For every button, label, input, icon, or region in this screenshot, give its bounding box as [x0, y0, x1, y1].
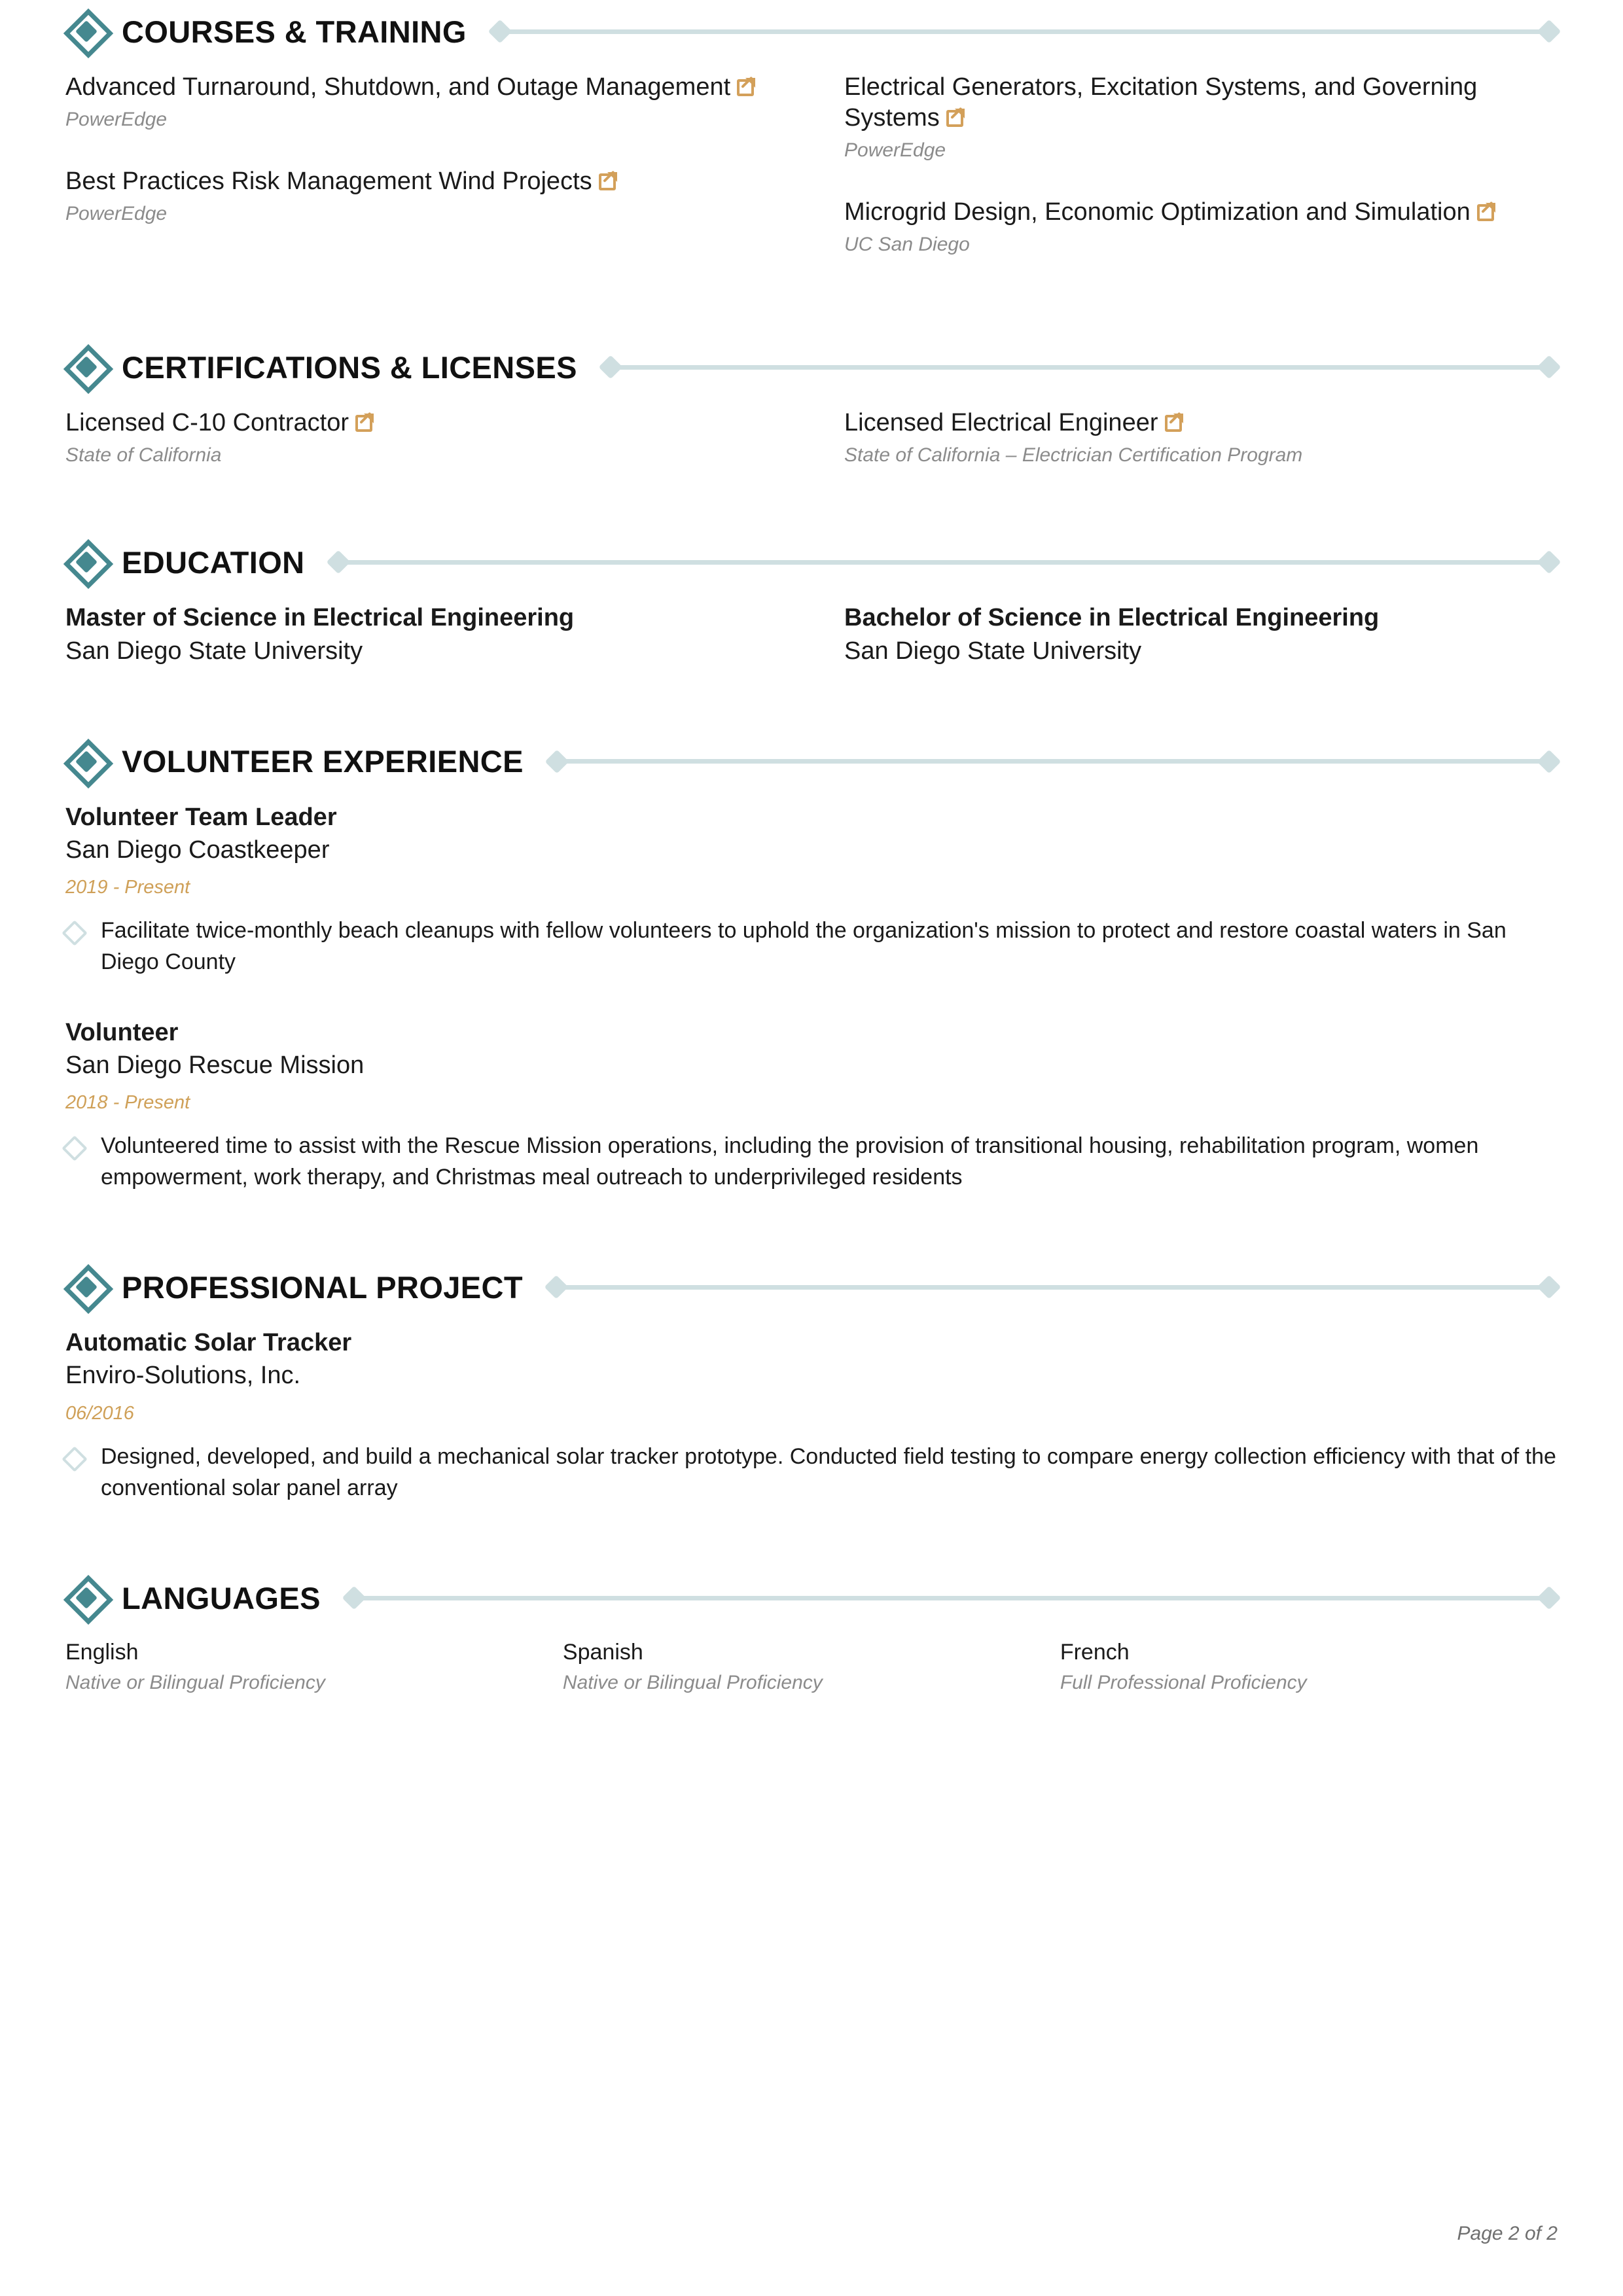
divider-diamond-right [1537, 550, 1561, 574]
divider-diamond-right [1537, 1586, 1561, 1610]
bullet-text: Volunteered time to assist with the Rescue Mission operations, including the provision of transitional housing, rehabilitation program, women empowerment, work therapy, and Christmas meal outreach to underprivileged residents [101, 1133, 1479, 1190]
course-item [844, 197, 1558, 257]
education-column-right [844, 603, 1558, 667]
certification-column-right [844, 408, 1558, 468]
bullet-item [65, 915, 1558, 978]
section-title: VOLUNTEER EXPERIENCE [122, 744, 524, 779]
language-item [563, 1638, 1060, 1695]
course-provider: PowerEdge [65, 109, 168, 131]
diamond-icon [65, 346, 107, 388]
language-level: Native or Bilingual Proficiency [562, 1672, 823, 1694]
spacer [65, 1193, 1558, 1256]
course-item [65, 72, 779, 132]
degree-title: Bachelor of Science in Electrical Engineering [844, 604, 1380, 632]
section-header [65, 531, 1558, 593]
page-footer: Page 2 of 2 [1457, 2223, 1558, 2244]
section-title: COURSES & TRAINING [122, 14, 467, 49]
divider-bar [359, 1596, 1544, 1600]
spacer [65, 257, 1558, 336]
diamond-bullet-icon [62, 1446, 88, 1472]
courses-grid [65, 72, 1558, 257]
language-item [65, 1638, 563, 1695]
certification-issuer: State of California [65, 444, 222, 467]
language-name: Spanish [562, 1640, 643, 1665]
section-title: PROFESSIONAL PROJECT [122, 1269, 524, 1305]
course-item [844, 72, 1558, 163]
external-link-icon[interactable] [355, 414, 374, 432]
spacer [65, 667, 1558, 730]
bullet-text: Designed, developed, and build a mechanical solar tracker prototype. Conducted field testing to compare energy collection efficiency with that of the conventional solar panel array [101, 1443, 1556, 1500]
course-title: Microgrid Design, Economic Optimization and Simulation [844, 198, 1471, 226]
language-level: Native or Bilingual Proficiency [65, 1672, 325, 1694]
education-column-left [65, 603, 844, 667]
diamond-icon [65, 741, 107, 783]
volunteer-role: Volunteer Team Leader [65, 803, 337, 831]
divider-bar [343, 560, 1545, 565]
divider-diamond-right [1537, 20, 1561, 44]
school-name: San Diego State University [844, 637, 1142, 665]
courses-column-right [844, 72, 1558, 257]
section-certifications-licenses [65, 336, 1558, 468]
spacer [65, 1504, 1558, 1566]
divider-diamond-left [545, 750, 569, 774]
language-name: French [1060, 1640, 1130, 1665]
diamond-icon [65, 10, 107, 52]
divider-bar [505, 29, 1544, 34]
external-link-icon[interactable] [599, 172, 617, 190]
section-divider [602, 359, 1558, 376]
degree-title: Master of Science in Electrical Engineering [65, 604, 575, 632]
school-name: San Diego State University [65, 637, 363, 665]
course-item [65, 166, 779, 226]
project-date: 06/2016 [65, 1402, 134, 1424]
divider-diamond-left [342, 1586, 366, 1610]
volunteer-entry [65, 1017, 1558, 1193]
section-courses-training [65, 0, 1558, 257]
volunteer-organization: San Diego Rescue Mission [65, 1051, 365, 1079]
certification-issuer: State of California – Electrician Certification Program [844, 444, 1303, 467]
diamond-icon [65, 1266, 107, 1308]
certification-column-left [65, 408, 844, 468]
external-link-icon[interactable] [946, 109, 965, 127]
section-divider [548, 1279, 1558, 1296]
bullet-text: Facilitate twice-monthly beach cleanups with fellow volunteers to uphold the organization's mission to protect and restore coastal waters in San Diego County [101, 918, 1507, 975]
diamond-bullet-icon [62, 920, 88, 946]
volunteer-list [65, 802, 1558, 1193]
section-languages [65, 1566, 1558, 1695]
divider-bar [562, 759, 1544, 764]
section-divider [346, 1589, 1558, 1606]
divider-diamond-left [599, 355, 623, 380]
section-divider [548, 753, 1558, 770]
project-organization: Enviro-Solutions, Inc. [65, 1362, 301, 1390]
section-title: LANGUAGES [122, 1580, 321, 1616]
divider-diamond-left [326, 550, 350, 574]
bullet-item [65, 1130, 1558, 1193]
language-item [1060, 1638, 1558, 1695]
divider-diamond-right [1537, 355, 1561, 380]
certification-item [65, 408, 779, 468]
section-header [65, 336, 1558, 398]
section-title: EDUCATION [122, 544, 305, 580]
course-title: Electrical Generators, Excitation Systems, and Governing Systems [844, 73, 1478, 132]
external-link-icon[interactable] [1165, 414, 1183, 432]
volunteer-entry [65, 802, 1558, 978]
divider-bar [615, 365, 1544, 370]
education-grid [65, 603, 1558, 667]
volunteer-date: 2018 - Present [65, 1092, 190, 1114]
divider-diamond-left [488, 20, 512, 44]
course-provider: PowerEdge [844, 139, 946, 162]
education-item [844, 603, 1558, 667]
section-header [65, 1566, 1558, 1629]
section-divider [491, 23, 1558, 40]
project-bullets [65, 1441, 1558, 1504]
divider-diamond-right [1537, 1275, 1561, 1299]
language-level: Full Professional Proficiency [1060, 1672, 1307, 1694]
divider-bar [561, 1285, 1544, 1290]
section-header [65, 1256, 1558, 1318]
course-title: Advanced Turnaround, Shutdown, and Outage Management [65, 73, 731, 101]
certification-item [844, 408, 1558, 468]
course-provider: UC San Diego [844, 234, 970, 256]
education-item [65, 603, 779, 667]
certifications-grid [65, 408, 1558, 468]
bullet-item [65, 1441, 1558, 1504]
course-title: Best Practices Risk Management Wind Projects [65, 168, 592, 196]
section-divider [330, 554, 1558, 571]
section-volunteer-experience [65, 730, 1558, 1193]
section-header [65, 730, 1558, 793]
diamond-icon [65, 1577, 107, 1619]
volunteer-bullets [65, 915, 1558, 978]
external-link-icon[interactable] [737, 78, 755, 96]
volunteer-role: Volunteer [65, 1018, 179, 1046]
diamond-icon [65, 541, 107, 583]
spacer [65, 468, 1558, 531]
section-education [65, 531, 1558, 667]
section-header [65, 0, 1558, 63]
diamond-bullet-icon [62, 1135, 88, 1161]
project-list [65, 1328, 1558, 1504]
courses-column-left [65, 72, 844, 257]
project-entry [65, 1328, 1558, 1504]
project-title: Automatic Solar Tracker [65, 1329, 352, 1357]
certification-title: Licensed C-10 Contractor [65, 409, 349, 437]
section-title: CERTIFICATIONS & LICENSES [122, 349, 577, 385]
languages-grid [65, 1638, 1558, 1695]
certification-title: Licensed Electrical Engineer [844, 409, 1158, 437]
divider-diamond-right [1537, 750, 1561, 774]
volunteer-date: 2019 - Present [65, 877, 190, 898]
external-link-icon[interactable] [1477, 203, 1495, 221]
volunteer-bullets [65, 1130, 1558, 1193]
volunteer-organization: San Diego Coastkeeper [65, 836, 330, 864]
divider-diamond-left [544, 1275, 569, 1299]
course-provider: PowerEdge [65, 203, 168, 225]
language-name: English [65, 1640, 139, 1665]
section-professional-project [65, 1256, 1558, 1504]
